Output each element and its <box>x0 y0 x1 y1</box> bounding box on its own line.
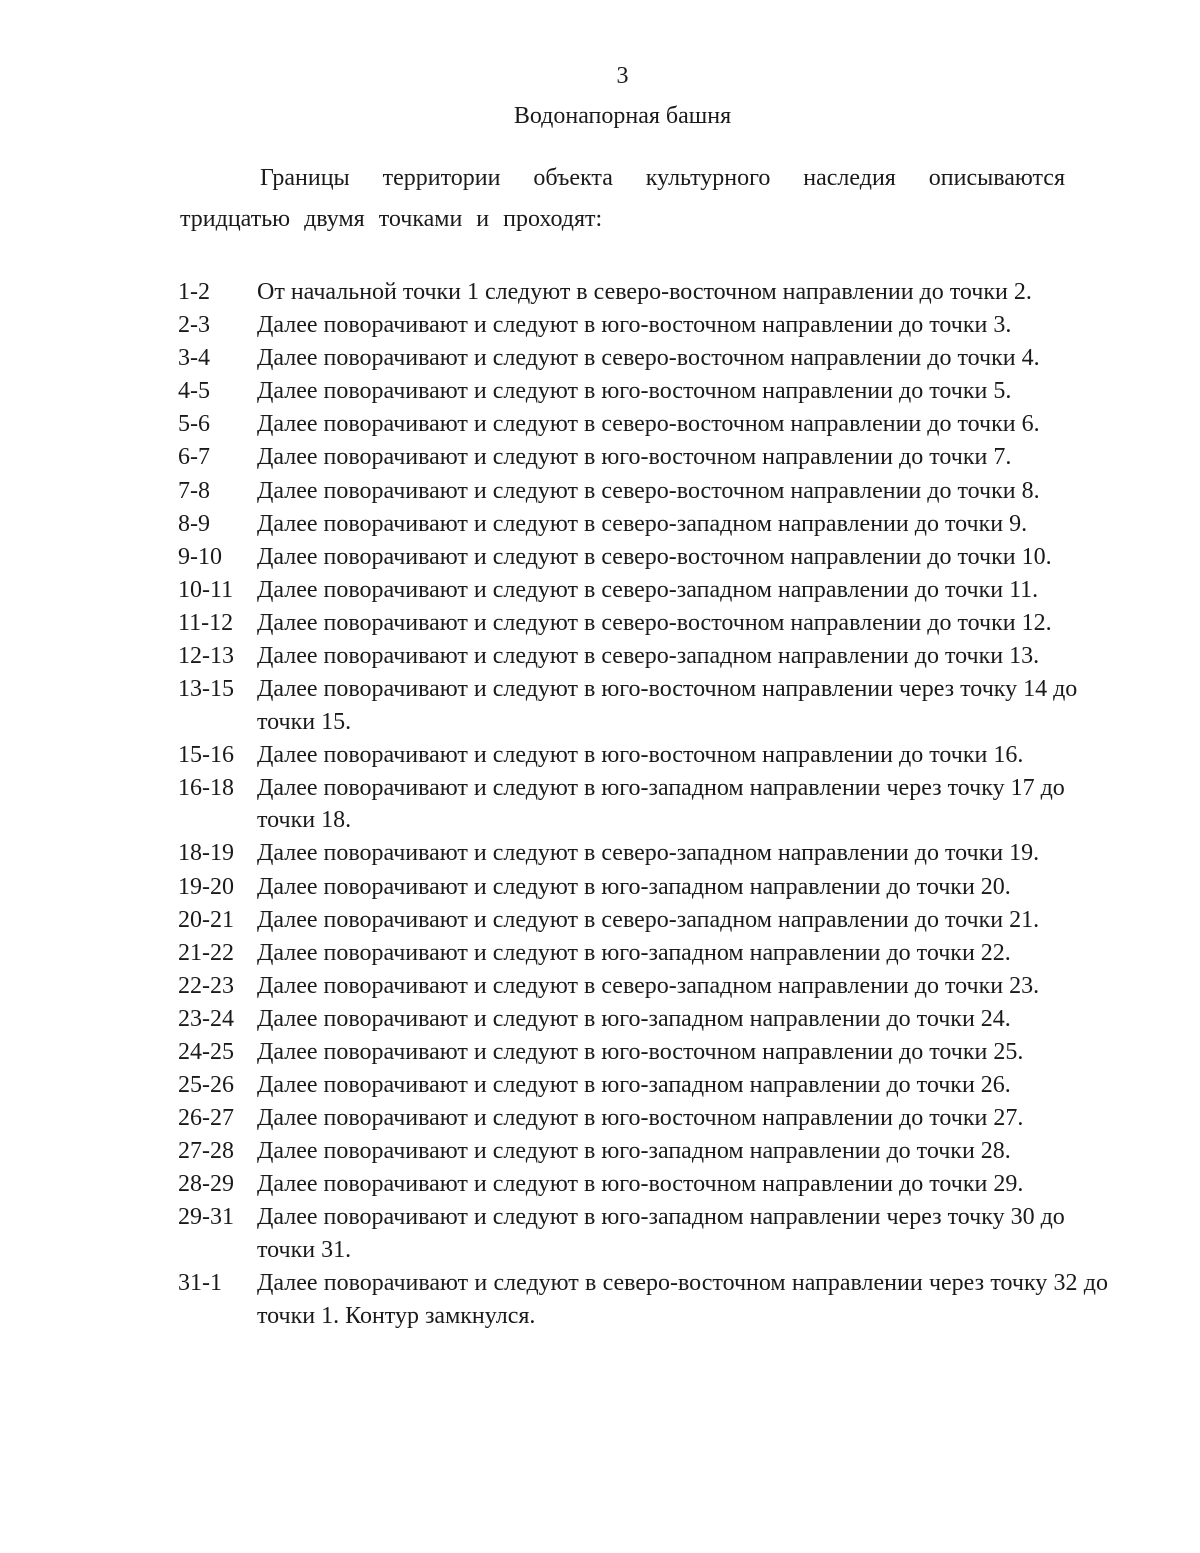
segment-description: Далее поворачивают и следуют в юго-восточном направлении до точки 27. <box>257 1105 1024 1132</box>
segment-item <box>178 904 1108 937</box>
segment-id: 13-15 <box>178 676 234 703</box>
segment-item <box>178 508 1108 541</box>
segment-id: 9-10 <box>178 543 222 570</box>
page-number: 3 <box>616 63 629 89</box>
segment-item <box>178 441 1108 474</box>
segment-item <box>178 375 1108 408</box>
segment-description: Далее поворачивают и следуют в северо-восточном направлении через точку 32 до точки 1. Контур замкнулся. <box>257 1270 1108 1329</box>
segment-item <box>178 1069 1108 1102</box>
segment-id: 21-22 <box>178 939 234 966</box>
segment-id: 10-11 <box>178 576 234 603</box>
segment-description: Далее поворачивают и следуют в юго-восточном направлении до точки 5. <box>257 378 1012 405</box>
segment-item <box>178 937 1108 970</box>
segment-item <box>178 970 1108 1003</box>
segment-id: 23-24 <box>178 1005 234 1032</box>
segment-item <box>178 1201 1108 1266</box>
segment-item <box>178 1135 1108 1168</box>
segment-id: 18-19 <box>178 840 234 867</box>
segment-description: Далее поворачивают и следуют в северо-западном направлении до точки 11. <box>257 576 1039 603</box>
segment-id: 19-20 <box>178 873 234 900</box>
segment-item <box>178 1102 1108 1135</box>
segment-description: Далее поворачивают и следуют в северо-западном направлении до точки 23. <box>257 972 1040 999</box>
segment-item <box>178 640 1108 673</box>
segment-id: 7-8 <box>178 477 210 504</box>
segment-description: Далее поворачивают и следуют в юго-западном направлении через точку 17 до точки 18. <box>257 774 1065 834</box>
segment-id: 27-28 <box>178 1138 234 1165</box>
segment-id: 29-31 <box>178 1204 234 1231</box>
segment-id: 8-9 <box>178 510 210 537</box>
segment-item <box>178 475 1108 508</box>
segment-id: 22-23 <box>178 972 234 999</box>
segment-item <box>178 1267 1108 1332</box>
segment-id: 2-3 <box>178 312 210 339</box>
segment-item <box>178 871 1108 904</box>
intro-paragraph: Границы территории объекта культурного наследия описываются тридцатью двумя точками и проходят: <box>180 165 1065 232</box>
segment-description: Далее поворачивают и следуют в юго-восточном направлении через точку 14 до точки 15. <box>257 676 1078 735</box>
segment-description: Далее поворачивают и следуют в юго-западном направлении до точки 26. <box>257 1072 1011 1099</box>
segment-item <box>178 607 1108 640</box>
segment-id: 24-25 <box>178 1038 234 1065</box>
segment-id: 31-1 <box>178 1270 222 1297</box>
segment-description: Далее поворачивают и следуют в юго-восточном направлении до точки 29. <box>257 1171 1024 1198</box>
segment-description: Далее поворачивают и следуют в северо-восточном направлении до точки 8. <box>257 477 1040 504</box>
segment-description: Далее поворачивают и следуют в юго-восточном направлении до точки 16. <box>257 741 1024 768</box>
document-title: Водонапорная башня <box>513 103 732 129</box>
segment-item <box>178 1003 1108 1036</box>
segment-id: 6-7 <box>178 444 210 471</box>
boundary-segment-list <box>178 276 1108 1333</box>
segment-description: Далее поворачивают и следуют в юго-западном направлении через точку 30 до точки 31. <box>257 1204 1065 1263</box>
segment-description: Далее поворачивают и следуют в юго-западном направлении до точки 28. <box>257 1138 1011 1165</box>
segment-description: Далее поворачивают и следуют в северо-западном направлении до точки 19. <box>257 840 1040 867</box>
segment-description: Далее поворачивают и следуют в северо-восточном направлении до точки 12. <box>257 609 1052 636</box>
segment-description: Далее поворачивают и следуют в юго-западном направлении до точки 22. <box>257 939 1011 966</box>
segment-item <box>178 1036 1108 1069</box>
segment-id: 3-4 <box>178 345 210 372</box>
segment-id: 26-27 <box>178 1105 234 1132</box>
segment-item <box>178 739 1108 772</box>
segment-id: 4-5 <box>178 378 210 405</box>
segment-description: Далее поворачивают и следуют в северо-восточном направлении до точки 10. <box>257 543 1052 570</box>
segment-id: 28-29 <box>178 1171 234 1198</box>
segment-description: Далее поворачивают и следуют в северо-западном направлении до точки 21. <box>257 906 1040 933</box>
segment-item <box>178 309 1108 342</box>
segment-description: Далее поворачивают и следуют в северо-восточном направлении до точки 6. <box>257 411 1040 438</box>
segment-item <box>178 837 1108 870</box>
segment-id: 5-6 <box>178 411 210 438</box>
segment-description: Далее поворачивают и следуют в северо-восточном направлении до точки 4. <box>257 345 1040 372</box>
segment-id: 20-21 <box>178 906 234 933</box>
segment-id: 15-16 <box>178 741 234 768</box>
segment-description: Далее поворачивают и следуют в юго-восточном направлении до точки 25. <box>257 1038 1024 1065</box>
segment-description: Далее поворачивают и следуют в юго-западном направлении до точки 20. <box>257 873 1011 900</box>
segment-item <box>178 541 1108 574</box>
segment-id: 16-18 <box>178 774 234 801</box>
segment-description: Далее поворачивают и следуют в северо-западном направлении до точки 13. <box>257 643 1040 670</box>
segment-item <box>178 772 1108 837</box>
segment-item <box>178 408 1108 441</box>
segment-description: Далее поворачивают и следуют в северо-западном направлении до точки 9. <box>257 510 1028 537</box>
segment-item <box>178 1168 1108 1201</box>
segment-description: Далее поворачивают и следуют в юго-восточном направлении до точки 7. <box>257 444 1012 471</box>
segment-description: Далее поворачивают и следуют в юго-западном направлении до точки 24. <box>257 1005 1011 1032</box>
segment-item <box>178 276 1108 309</box>
segment-item <box>178 574 1108 607</box>
segment-id: 25-26 <box>178 1072 234 1099</box>
segment-item <box>178 673 1108 738</box>
segment-id: 11-12 <box>178 609 234 636</box>
segment-id: 12-13 <box>178 643 234 670</box>
segment-description: От начальной точки 1 следуют в северо-восточном направлении до точки 2. <box>257 279 1032 305</box>
segment-id: 1-2 <box>178 279 210 305</box>
segment-description: Далее поворачивают и следуют в юго-восточном направлении до точки 3. <box>257 312 1012 339</box>
segment-item <box>178 342 1108 375</box>
